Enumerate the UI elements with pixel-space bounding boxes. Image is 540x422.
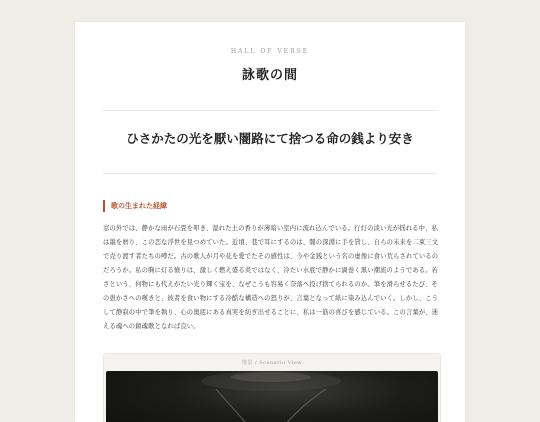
- content-card: [75, 22, 465, 422]
- section-body: [103, 222, 441, 334]
- scene-image: [106, 371, 438, 422]
- page-title: 詠歌の間: [241, 68, 298, 83]
- divider-top: [103, 110, 437, 111]
- section-body-paragraph: 窓の外では、静かな雨が石畳を叩き、湿れた土の香りが薄暗い室内に流れ込んでいる。行灯の淡い光が揺れる中、私は墨を磨り、この恋な浮世を見つめていた。近頃、巷で耳にするのは、闇の深淵に手を貸し、自らの未来を二束三文で売り渡す者たちの噂だ。古の歌人が月や花を愛でたその感性は、今や金銭という名の虚像に食い荒らされているのだろうか。私の胸に灯る憤りは、激しく燃え盛る炎ではなく、冷たい水底で静かに渦巻く黒い潮流のようである。若さという、何物にも代えがたい光り輝く宝を、なぜこうも容易く奈落へ投げ捨てられるのか。筆を滑らせるたび、その愚かさへの嘆きと、彼者を食い物にする冷酷な構造への怒りが、言葉となって紙に染み込んでいく。しかし、こうして静寂の中で筆を執り、心の奥底にある真実を紡ぎ出せることに、私は一筋の喜びを感じている。この言葉が、迷える魂への鎮魂歌となれば良い。: [103, 225, 439, 330]
- section-heading: 歌の生まれた経緯: [103, 200, 167, 212]
- divider-bottom: [103, 173, 437, 174]
- poem-text: ひさかたの光を厭い闇路にて捨つる命の銭より安き: [126, 131, 414, 146]
- site-eyebrow: HALL OF VERSE: [230, 48, 310, 55]
- scene-view-card: [103, 353, 441, 422]
- scene-caption: 情景 / Scenario View: [241, 360, 303, 366]
- scene-illustration: [106, 371, 438, 422]
